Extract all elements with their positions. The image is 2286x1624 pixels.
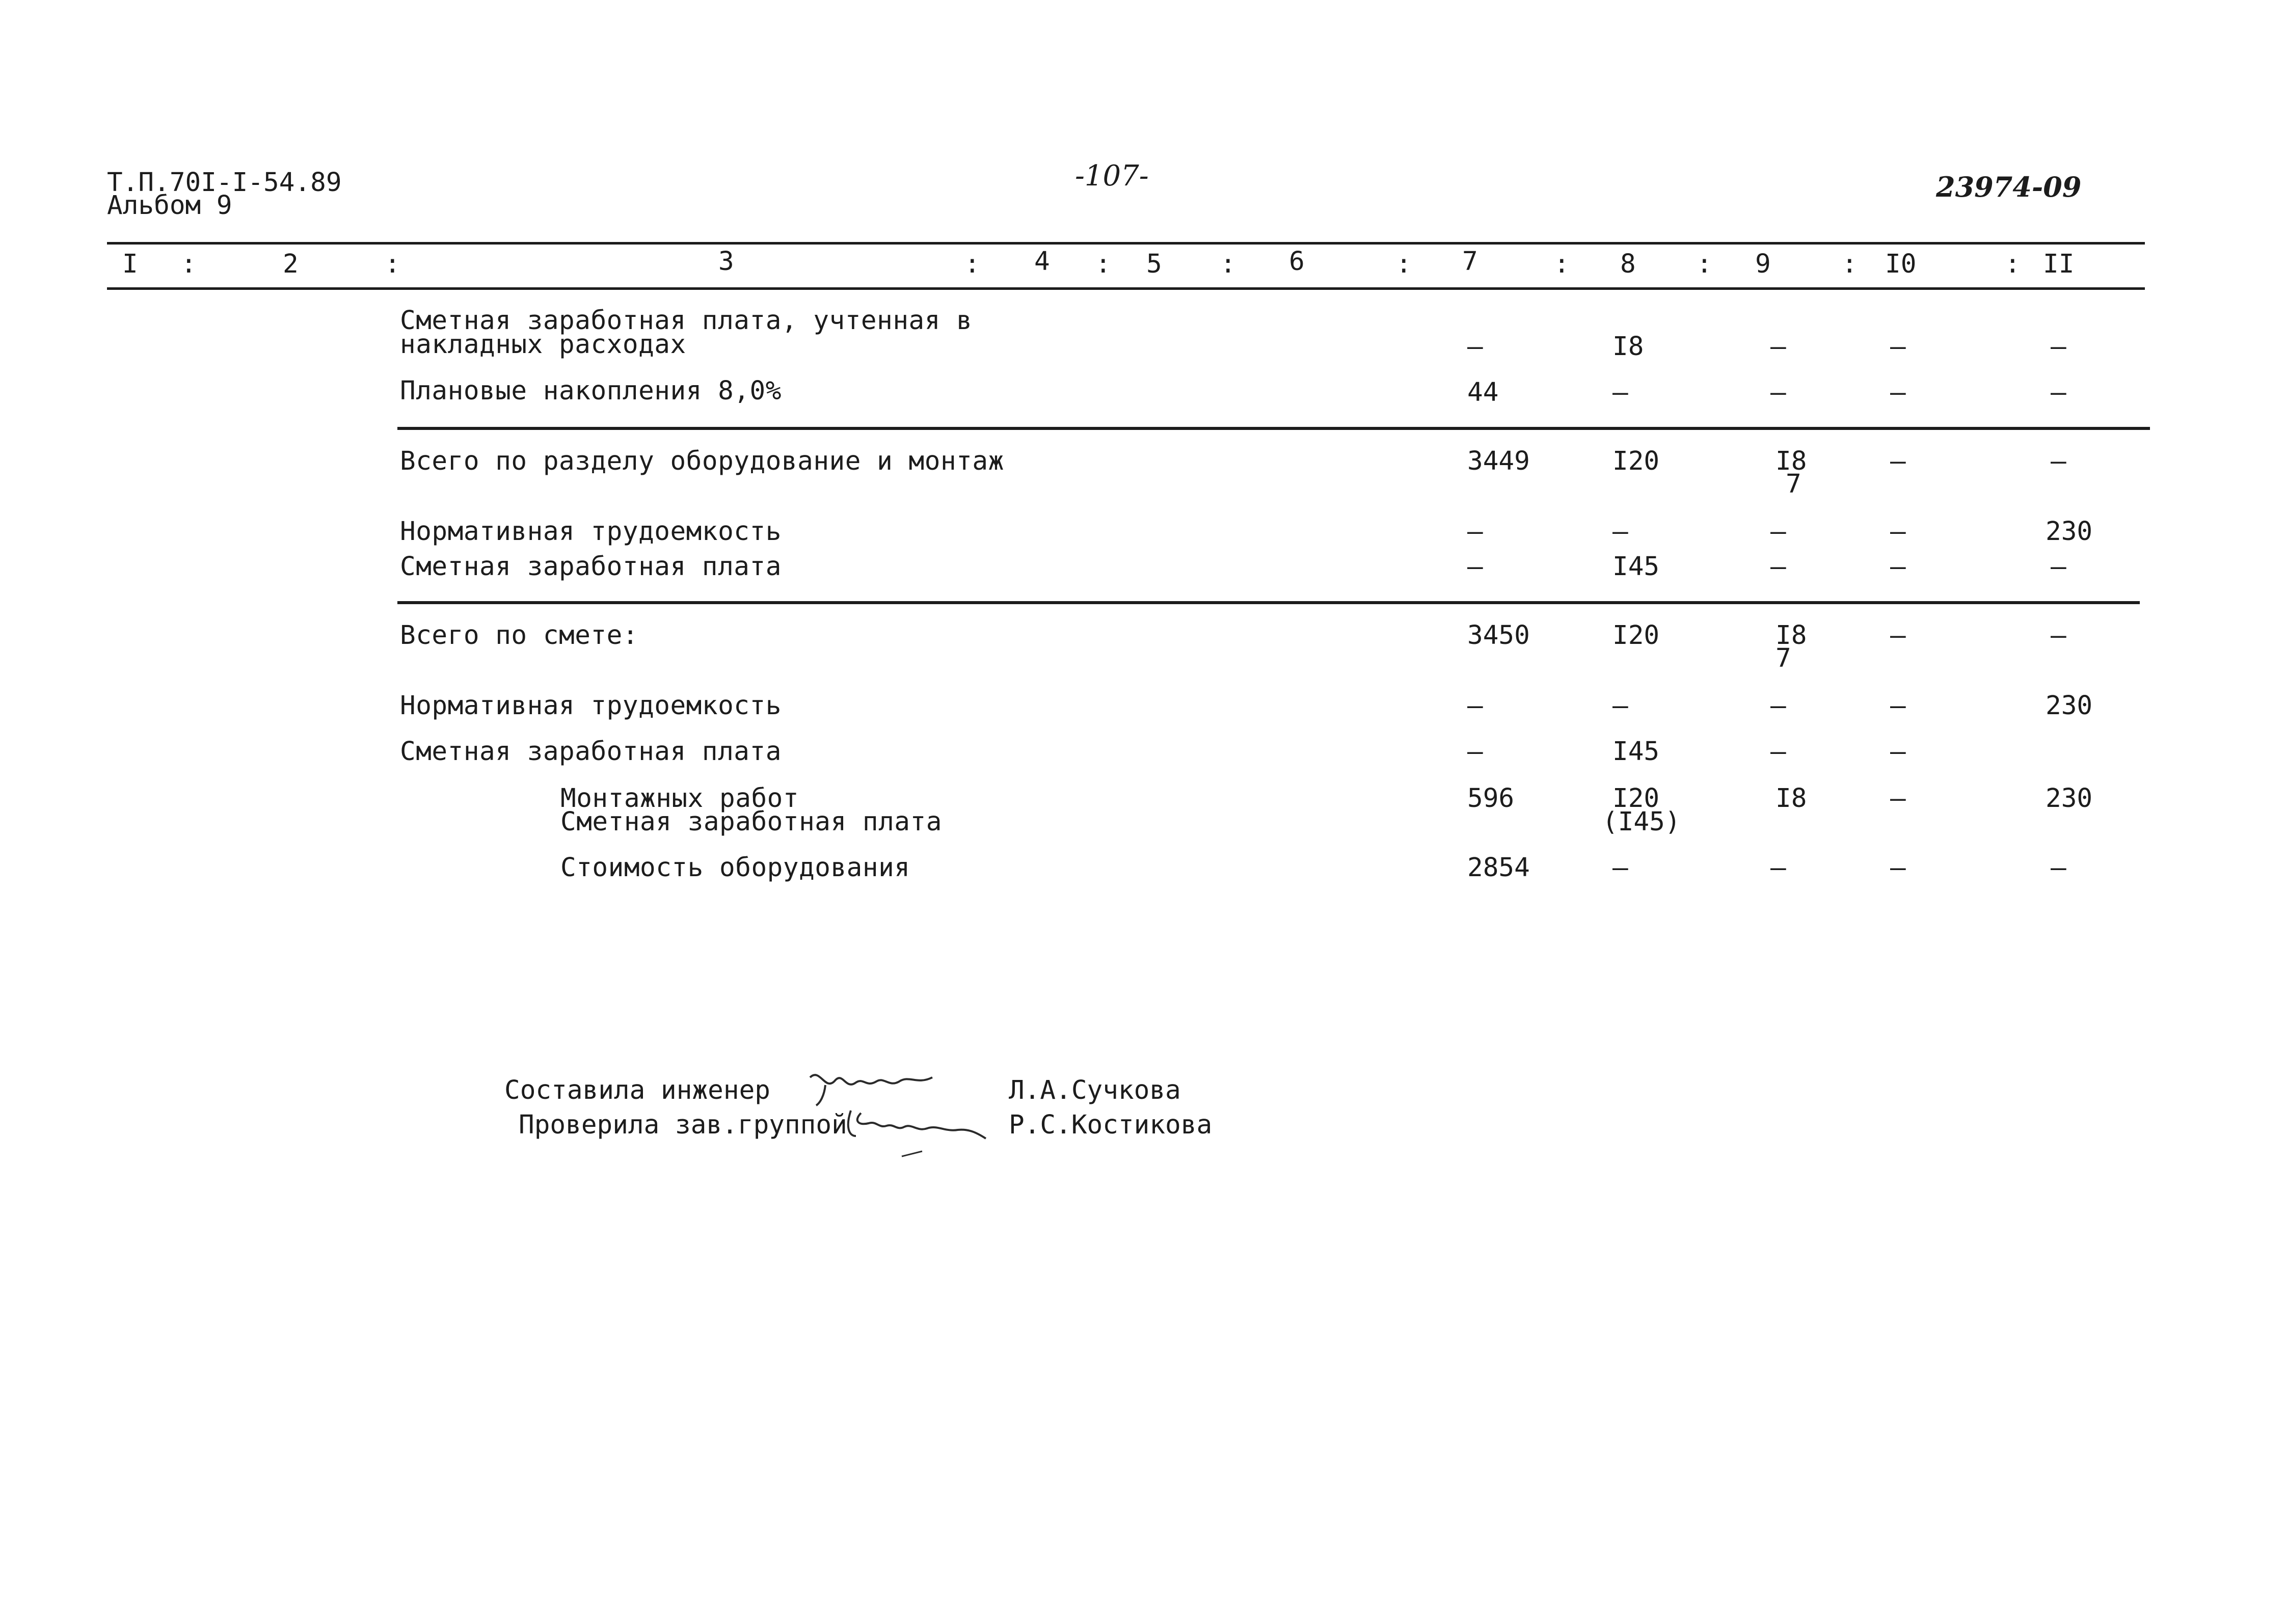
column-sep-9: :	[1842, 249, 1858, 279]
cell-col9-second-line: 7	[1786, 469, 1801, 499]
column-sep-3: :	[964, 249, 980, 279]
cell-col8: I45	[1612, 552, 1660, 582]
album-label: Альбом 9	[107, 191, 232, 221]
column-sep-6: :	[1396, 249, 1412, 279]
cell-col11: –	[2051, 332, 2066, 362]
checked-signature	[841, 1100, 993, 1161]
column-header-8: 8	[1620, 249, 1636, 279]
cell-col11: 230	[2046, 783, 2093, 814]
column-header-1: I	[122, 249, 138, 279]
row-label-continued: Сметная заработная плата	[560, 807, 942, 837]
column-sep-7: :	[1554, 249, 1570, 279]
cell-col7: 44	[1467, 377, 1499, 408]
row-label: Сметная заработная плата, учтенная в	[400, 306, 973, 336]
cell-col9: I8	[1776, 783, 1807, 814]
cell-col9: I8	[1776, 446, 1807, 476]
column-header-6: 6	[1289, 247, 1305, 277]
cell-col7: 3449	[1467, 446, 1530, 476]
cell-col10: –	[1890, 446, 1906, 476]
cell-col7: –	[1467, 332, 1483, 362]
cell-col10: –	[1890, 552, 1906, 582]
cell-col8: –	[1612, 691, 1628, 721]
cell-col11: 230	[2046, 691, 2093, 721]
cell-col10: –	[1890, 517, 1906, 547]
cell-col9: –	[1770, 377, 1786, 408]
cell-col7: –	[1467, 552, 1483, 582]
cell-col11: –	[2051, 446, 2066, 476]
table-top-rule	[107, 242, 2145, 245]
row-label: Нормативная трудоемкость	[400, 517, 782, 547]
cell-col11: 230	[2046, 517, 2093, 547]
cell-col8: –	[1612, 853, 1628, 883]
compiled-by-name: Л.А.Сучкова	[1009, 1075, 1181, 1105]
row-label-continued: накладных расходах	[400, 330, 686, 360]
section-divider	[397, 601, 2140, 604]
column-sep-4: :	[1095, 249, 1111, 279]
column-header-4: 4	[1034, 247, 1050, 277]
cell-col10: –	[1890, 853, 1906, 883]
column-header-10: I0	[1885, 249, 1917, 279]
cell-col8: I45	[1612, 737, 1660, 767]
cell-col9: –	[1770, 552, 1786, 582]
cell-col9: –	[1770, 691, 1786, 721]
column-sep-10: :	[2005, 249, 2021, 279]
cell-col11: –	[2051, 377, 2066, 408]
row-label: Плановые накопления 8,0%	[400, 376, 782, 406]
cell-col11: –	[2051, 853, 2066, 883]
cell-col7: –	[1467, 737, 1483, 767]
cell-col9: –	[1770, 332, 1786, 362]
column-sep-5: :	[1220, 249, 1236, 279]
column-header-11: II	[2043, 249, 2075, 279]
cell-col8: –	[1612, 517, 1628, 547]
cell-col7: 596	[1467, 783, 1515, 814]
column-sep-2: :	[385, 249, 400, 279]
page-number: -107-	[1075, 159, 1149, 193]
row-label: Нормативная трудоемкость	[400, 691, 782, 721]
cell-col9-second-line: 7	[1776, 643, 1791, 673]
table-header-bottom-rule	[107, 287, 2145, 290]
cell-col7: 2854	[1467, 853, 1530, 883]
cell-col8: I20	[1612, 620, 1660, 651]
column-header-2: 2	[283, 249, 299, 279]
cell-col8: I20	[1612, 783, 1660, 814]
section-divider	[397, 427, 2150, 430]
cell-col7: –	[1467, 691, 1483, 721]
cell-col10: –	[1890, 783, 1906, 814]
checked-by-label: Проверила зав.группой	[519, 1110, 847, 1140]
cell-col9: –	[1770, 737, 1786, 767]
cell-col9: –	[1770, 853, 1786, 883]
archive-number: 23974-09	[1936, 171, 2082, 203]
cell-col11: –	[2051, 620, 2066, 651]
cell-col10: –	[1890, 620, 1906, 651]
cell-col10: –	[1890, 332, 1906, 362]
row-label: Сметная заработная плата	[400, 737, 782, 767]
section-total-label: Всего по разделу оборудование и монтаж	[400, 446, 1004, 476]
column-header-3: 3	[718, 247, 734, 277]
cell-col8: I8	[1612, 332, 1644, 362]
column-header-9: 9	[1755, 249, 1771, 279]
cell-col11: –	[2051, 552, 2066, 582]
cell-col8: –	[1612, 377, 1628, 408]
row-label: Стоимость оборудования	[560, 853, 910, 883]
cell-col9: –	[1770, 517, 1786, 547]
cell-col9: I8	[1776, 620, 1807, 651]
compiled-by-label: Составила инженер	[504, 1075, 770, 1105]
grand-total-label: Всего по смете:	[400, 620, 639, 651]
cell-col7: –	[1467, 517, 1483, 547]
checked-by-name: Р.С.Костикова	[1009, 1110, 1213, 1140]
column-header-7: 7	[1462, 247, 1478, 277]
column-sep-1: :	[181, 249, 197, 279]
cell-col7: 3450	[1467, 620, 1530, 651]
cell-col8: I20	[1612, 446, 1660, 476]
cell-col10: –	[1890, 377, 1906, 408]
cell-col8-second-line: (I45)	[1602, 807, 1681, 837]
cell-col10: –	[1890, 691, 1906, 721]
row-label: Сметная заработная плата	[400, 552, 782, 582]
column-sep-8: :	[1697, 249, 1712, 279]
row-label: Монтажных работ	[560, 783, 799, 814]
cell-col10: –	[1890, 737, 1906, 767]
column-header-5: 5	[1146, 249, 1162, 279]
document-code: Т.П.70I-I-54.89	[107, 168, 342, 198]
